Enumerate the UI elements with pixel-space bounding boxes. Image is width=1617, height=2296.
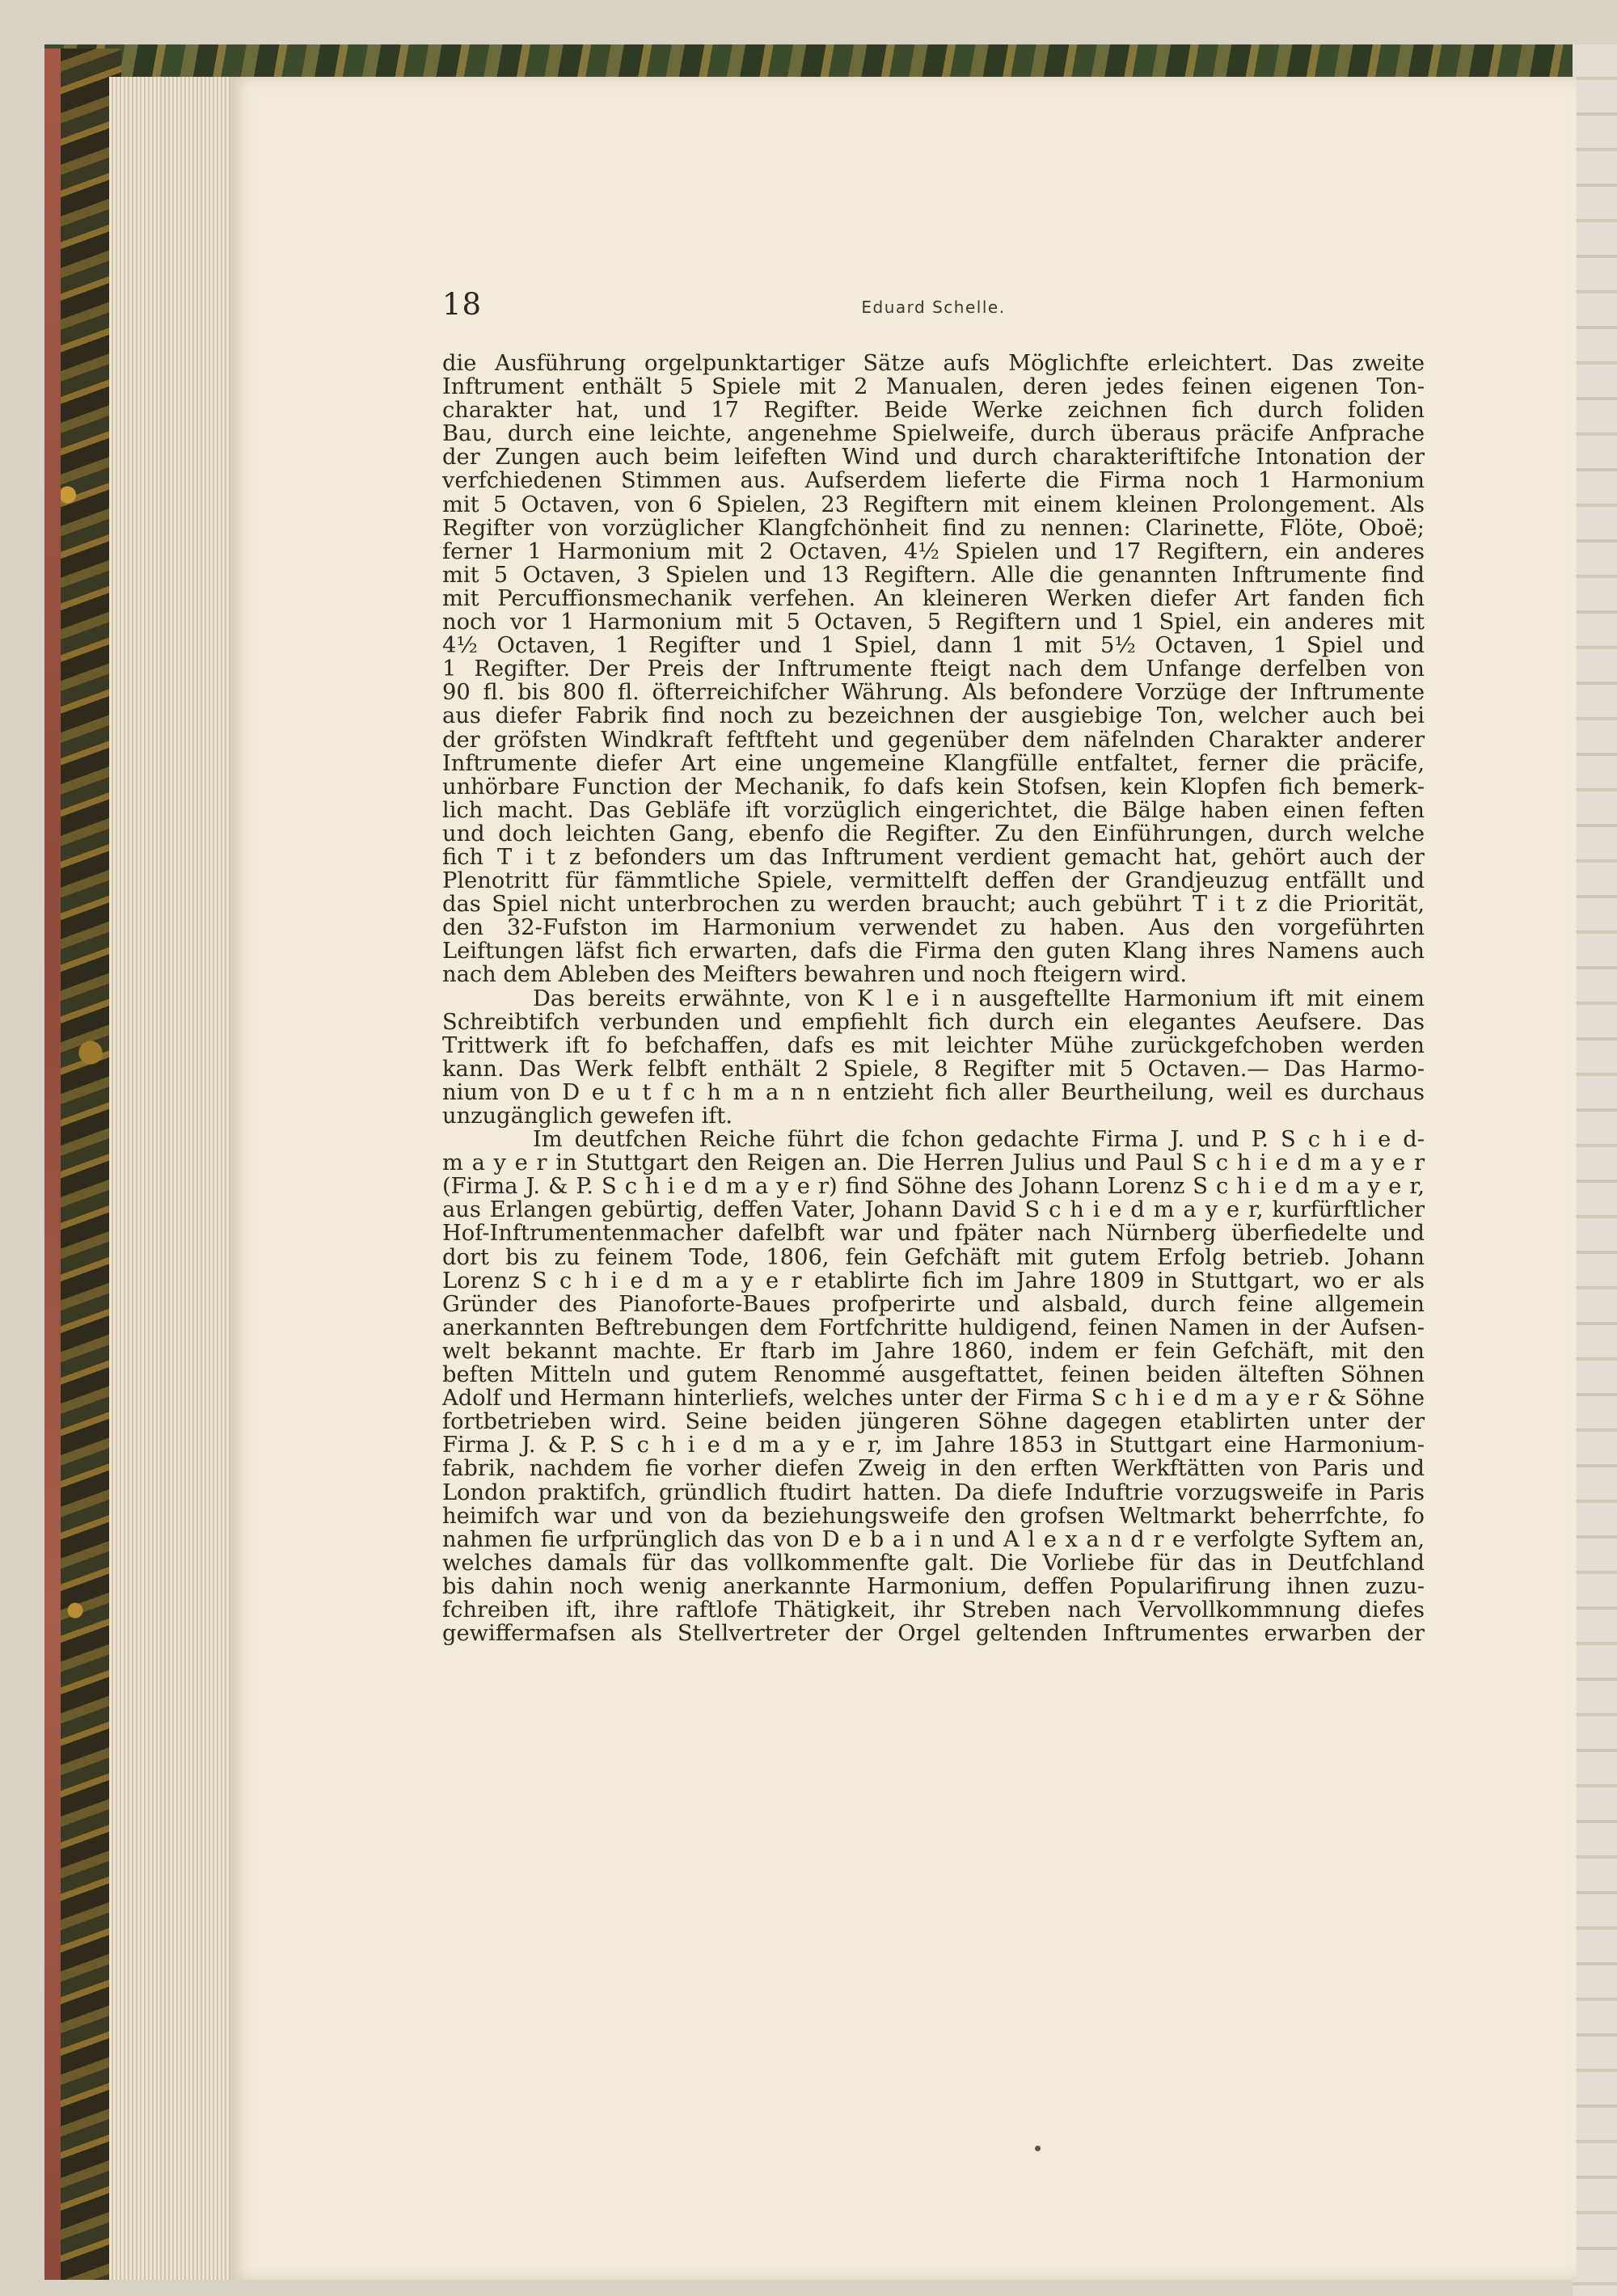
text-line: kann. Das Werk felbft enthält 2 Spiele, 8 Regifter mit 5 Octaven.— Das Harmo-	[442, 1056, 1425, 1082]
text-line: Schreibtifch verbunden und empfiehlt fich durch ein elegantes Aeufsere. Das	[442, 1009, 1425, 1035]
text-line: Adolf und Hermann hinterliefs, welches unter der Firma S c h i e d m a y e r & Söhne	[442, 1386, 1425, 1412]
text-line: die Ausführung orgelpunktartiger Sätze aufs Möglichfte erleichtert. Das zweite	[442, 351, 1425, 376]
text-line: fchreiben ift, ihre raftlofe Thätigkeit, ihr Streben nach Vervollkommnung diefes	[442, 1597, 1425, 1623]
text-line: Inftrument enthält 5 Spiele mit 2 Manualen, deren jedes feinen eigenen Ton-	[442, 374, 1425, 400]
text-line: nium von D e u t f c h m a n n entzieht fich aller Beurtheilung, weil es durchaus	[442, 1079, 1425, 1105]
text-line: Trittwerk ift fo befchaffen, dafs es mit leichter Mühe zurückgefchoben werden	[442, 1032, 1425, 1058]
text-line: dort bis zu feinem Tode, 1806, fein Gefchäft mit gutem Erfolg betrieb. Johann	[442, 1244, 1425, 1270]
text-line: 1 Regifter. Der Preis der Inftrumente fteigt nach dem Unfange derfelben von	[442, 656, 1425, 682]
running-head	[442, 287, 1425, 327]
text-line: lich macht. Das Gebläfe ift vorzüglich eingerichtet, die Bälge haben einen feften	[442, 797, 1425, 823]
text-line: Firma J. & P. S c h i e d m a y e r, im Jahre 1853 in Stuttgart eine Harmonium-	[442, 1433, 1425, 1458]
text-line: verfchiedenen Stimmen aus. Aufserdem lieferte die Firma noch 1 Harmonium	[442, 468, 1425, 494]
text-line: noch vor 1 Harmonium mit 5 Octaven, 5 Regiftern und 1 Spiel, ein anderes mit	[442, 610, 1425, 635]
book-spine	[44, 49, 61, 2280]
text-line: der Zungen auch beim leifeften Wind und durch charakteriftifche Intonation der	[442, 445, 1425, 471]
text-line: bis dahin noch wenig anerkannte Harmonium, deffen Popularifirung ihnen zuzu-	[442, 1573, 1425, 1599]
text-line: Lorenz S c h i e d m a y e r etablirte fich im Jahre 1809 in Stuttgart, wo er als	[442, 1268, 1425, 1294]
text-line: anerkannten Beftrebungen dem Fortfchritte huldigend, feinen Namen in der Aufsen-	[442, 1315, 1425, 1340]
facing-page-edge	[1573, 44, 1617, 2296]
text-line: mit Percuffionsmechanik verfehen. An kleineren Werken diefer Art fanden fich	[442, 585, 1425, 611]
text-line: heimifch war und von da beziehungsweife den grofsen Weltmarkt beherrfchte, fo	[442, 1503, 1425, 1529]
text-line: London praktifch, gründlich ftudirt hatten. Da diefe Induftrie vorzugsweife in Paris	[442, 1479, 1425, 1505]
text-line: Gründer des Pianoforte-Baues profperirte und alsbald, durch feine allgemein	[442, 1291, 1425, 1317]
footer-dot	[1035, 2146, 1041, 2151]
text-line: unhörbare Function der Mechanik, fo dafs kein Stofsen, kein Klopfen fich bemerk-	[442, 774, 1425, 800]
text-line: das Spiel nicht unterbrochen zu werden braucht; auch gebührt T i t z die Priorität,	[442, 892, 1425, 918]
text-line: Inftrumente diefer Art eine ungemeine Klangfülle entfaltet, ferner die präcife,	[442, 750, 1425, 776]
text-line: Bau, durch eine leichte, angenehme Spielweife, durch überaus präcife Anfprache	[442, 421, 1425, 447]
text-line: den 32-Fufston im Harmonium verwendet zu haben. Aus den vorgeführten	[442, 915, 1425, 941]
text-line: ferner 1 Harmonium mit 2 Octaven, 4½ Spielen und 17 Regiftern, ein anderes	[442, 538, 1425, 564]
text-line: beften Mitteln und gutem Renommé ausgeftattet, feinen beiden älteften Söhnen	[442, 1362, 1425, 1388]
text-line: nahmen fie urfprünglich das von D e b a i n und A l e x a n d r e verfolgte Syftem an,	[442, 1526, 1425, 1552]
text-line: der gröfsten Windkraft feftfteht und gegenüber dem näfelnden Charakter anderer	[442, 727, 1425, 753]
page-stack-edges	[109, 77, 239, 2280]
text-line: m a y e r in Stuttgart den Reigen an. Die Herren Julius und Paul S c h i e d m a y e r	[442, 1150, 1425, 1176]
text-line: charakter hat, und 17 Regifter. Beide Werke zeichnen fich durch foliden	[442, 398, 1425, 424]
text-line: mit 5 Octaven, 3 Spielen und 13 Regiftern. Alle die genannten Inftrumente find	[442, 562, 1425, 588]
page-number: 18	[442, 287, 483, 322]
text-line: 90 fl. bis 800 fl. öfterreichifcher Währung. Als befondere Vorzüge der Inftrumente	[442, 680, 1425, 706]
text-line: welches damals für das vollkommenfte galt. Die Vorliebe für das in Deutfchland	[442, 1550, 1425, 1576]
text-line: gewiffermafsen als Stellvertreter der Orgel geltenden Inftrumentes erwarben der	[442, 1621, 1425, 1647]
text-line: nach dem Ableben des Meifters bewahren und noch fteigern wird.	[442, 962, 1188, 988]
text-line: unzugänglich gewefen ift.	[442, 1104, 733, 1129]
text-line: welt bekannt machte. Er ftarb im Jahre 1860, indem er fein Gefchäft, mit den	[442, 1338, 1425, 1364]
text-line: fortbetrieben wird. Seine beiden jüngeren Söhne dagegen etablirten unter der	[442, 1409, 1425, 1435]
text-line: Leiftungen läfst fich erwarten, dafs die Firma den guten Klang ihres Namens auch	[442, 939, 1425, 964]
text-line: mit 5 Octaven, von 6 Spielen, 23 Regiftern mit einem kleinen Prolongement. Als	[442, 492, 1425, 517]
text-line: Das bereits erwähnte, von K l e i n ausgeftellte Harmonium ift mit einem	[533, 986, 1425, 1011]
text-line: Plenotritt für fämmtliche Spiele, vermittelft deffen der Grandjeuzug entfällt und	[442, 868, 1425, 894]
text-line: fich T i t z befonders um das Inftrument verdient gemacht hat, gehört auch der	[442, 844, 1425, 870]
text-line: fabrik, nachdem fie vorher diefen Zweig in den erften Werkftätten von Paris und	[442, 1456, 1425, 1482]
text-line: aus diefer Fabrik find noch zu bezeichnen der ausgiebige Ton, welcher auch bei	[442, 703, 1425, 729]
text-line: aus Erlangen gebürtig, deffen Vater, Johann David S c h i e d m a y e r, kurfürftlicher	[442, 1197, 1425, 1223]
text-line: 4½ Octaven, 1 Regifter und 1 Spiel, dann 1 mit 5½ Octaven, 1 Spiel und	[442, 633, 1425, 659]
header-title: Eduard Schelle.	[861, 298, 1006, 317]
body-text	[442, 352, 1425, 1645]
text-line: Hof-Inftrumentenmacher dafelbft war und fpäter nach Nürnberg überfiedelte und	[442, 1221, 1425, 1247]
text-line: Regifter von vorzüglicher Klangfchönheit find zu nennen: Clarinette, Flöte, Oboë;	[442, 515, 1425, 541]
text-line: (Firma J. & P. S c h i e d m a y e r) find Söhne des Johann Lorenz S c h i e d m a y e r,	[442, 1174, 1425, 1200]
text-line: und doch leichten Gang, ebenfo die Regifter. Zu den Einführungen, durch welche	[442, 821, 1425, 846]
text-line: Im deutfchen Reiche führt die fchon gedachte Firma J. und P. S c h i e d-	[533, 1127, 1425, 1153]
